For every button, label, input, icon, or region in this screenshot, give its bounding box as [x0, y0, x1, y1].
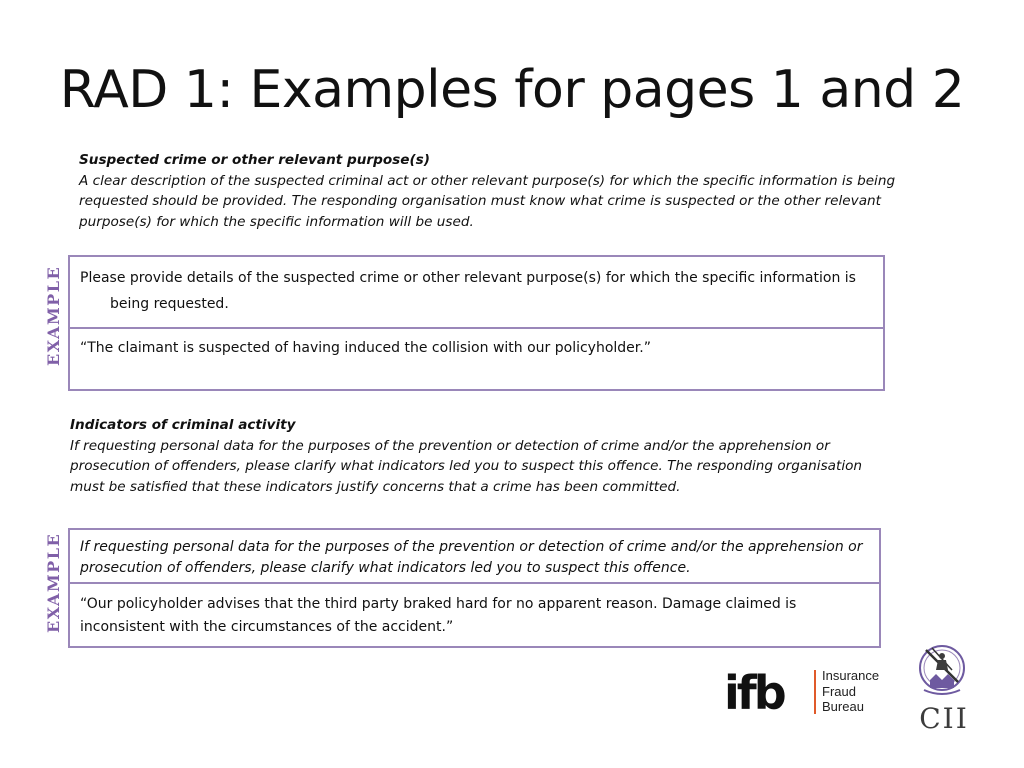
section2-heading: Indicators of criminal activity [70, 417, 296, 433]
cii-letters: CII [919, 702, 969, 735]
section2-body: If requesting personal data for the purposes of the prevention or detection of crime and/or the apprehension or prosecution of offenders, please clarify what indicators led you to suspect this offence. The responding organisation must be satisfied that these indicators justify concerns that a crime has been committed. [70, 437, 863, 495]
example-table-crime [68, 255, 885, 391]
ifb-logo-mark: ifb [724, 666, 784, 720]
section1-body: A clear description of the suspected criminal act or other relevant purpose(s) for which the specific information is being requested should be provided. The responding organisation must know what crime is suspected or the other relevant purpose(s) for which the specific information will be used. [79, 172, 896, 230]
section1-intro [79, 150, 899, 232]
question-text-line1: Please provide details of the suspected crime or other relevant purpose(s) for which the specific information is [80, 270, 856, 286]
ifb-logo-divider [814, 670, 816, 714]
ifb-logo-word-2: Fraud [822, 683, 856, 699]
example-label: EXAMPLE [44, 265, 63, 366]
question-cell: If requesting personal data for the purposes of the prevention or detection of crime and/or the apprehension or prosecution of offenders, please clarify what indicators led you to suspect this offence. [80, 539, 863, 576]
ifb-logo [724, 666, 894, 720]
cii-crest-icon [912, 640, 972, 702]
example-label: EXAMPLE [44, 532, 63, 633]
question-text-line2: being requested. [110, 296, 229, 312]
answer-cell: “The claimant is suspected of having induced the collision with our policyholder.” [70, 327, 883, 389]
ifb-logo-word-1: Insurance [822, 668, 880, 683]
ifb-logo-words [822, 668, 879, 715]
example-table-indicators [68, 528, 881, 648]
section2-intro [70, 415, 890, 497]
question-cell [70, 257, 883, 327]
cii-logo [906, 640, 978, 740]
answer-cell: “Our policyholder advises that the third party braked hard for no apparent reason. Damage claimed is inconsistent with the circumstances of the accident.” [70, 582, 879, 646]
ifb-logo-word-3: Bureau [822, 699, 864, 714]
section1-heading: Suspected crime or other relevant purpose(s) [79, 152, 430, 168]
slide-title: RAD 1: Examples for pages 1 and 2 [59, 60, 965, 120]
